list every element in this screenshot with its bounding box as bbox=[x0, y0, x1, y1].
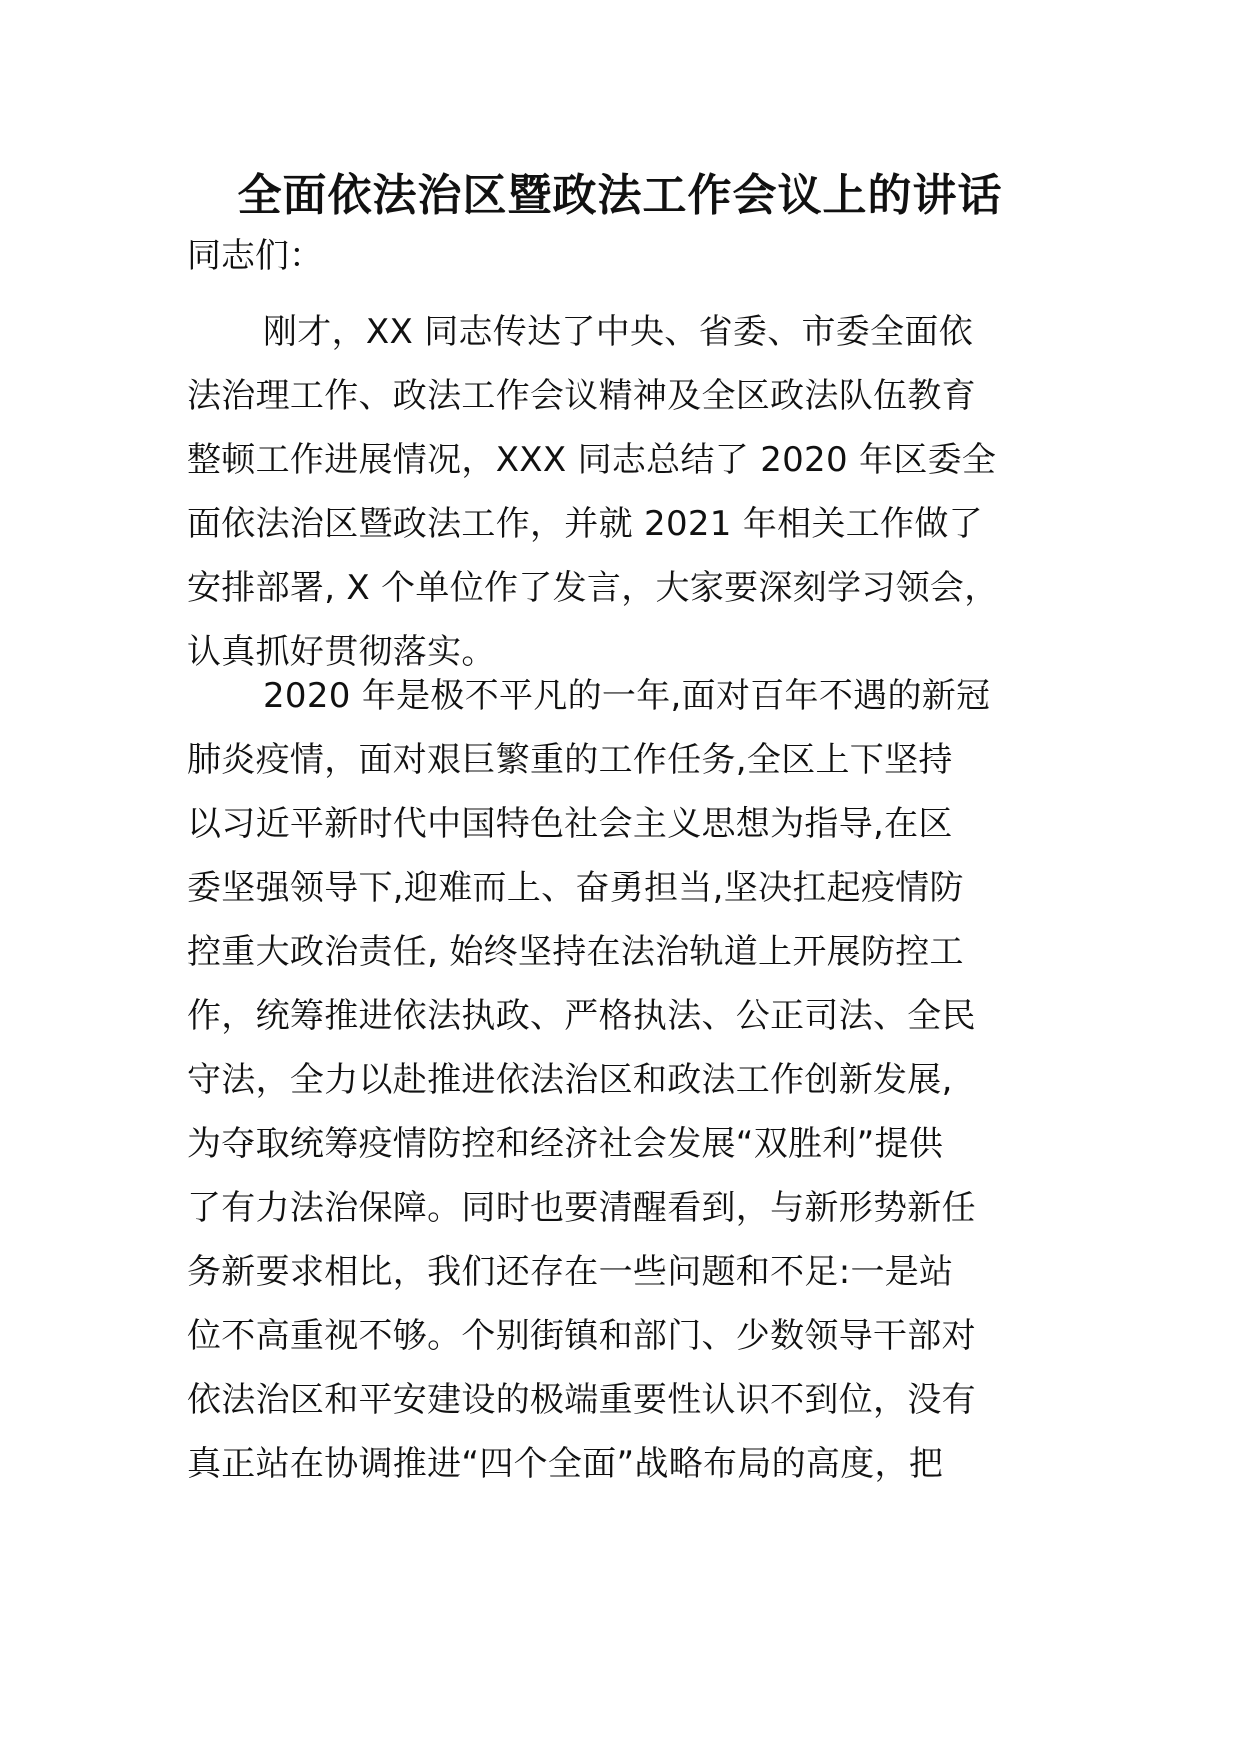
paragraph-line: 守法，全力以赴推进依法治区和政法工作创新发展, bbox=[187, 1060, 953, 1100]
paragraph-line: 刚才，XX 同志传达了中央、省委、市委全面依 bbox=[263, 312, 973, 352]
paragraph-line: 以习近平新时代中国特色社会主义思想为指导,在区 bbox=[187, 804, 953, 844]
paragraph-line: 2020 年是极不平凡的一年,面对百年不遇的新冠 bbox=[263, 676, 991, 716]
paragraph-line: 依法治区和平安建设的极端重要性认识不到位，没有 bbox=[187, 1380, 976, 1420]
paragraph-line: 为夺取统筹疫情防控和经济社会发展“双胜利”提供 bbox=[187, 1124, 944, 1164]
paragraph-line: 真正站在协调推进“四个全面”战略布局的高度，把 bbox=[187, 1444, 944, 1484]
greeting: 同志们： bbox=[187, 236, 323, 276]
paragraph-line: 面依法治区暨政法工作，并就 2021 年相关工作做了 bbox=[187, 504, 983, 544]
document-title: 全面依法治区暨政法工作会议上的讲话 bbox=[237, 170, 1003, 221]
paragraph-line: 法治理工作、政法工作会议精神及全区政法队伍教育 bbox=[187, 376, 976, 416]
paragraph-line: 了有力法治保障。同时也要清醒看到，与新形势新任 bbox=[187, 1188, 976, 1228]
paragraph-line: 位不高重视不够。个别街镇和部门、少数领导干部对 bbox=[187, 1316, 976, 1356]
paragraph-line: 作，统筹推进依法执政、严格执法、公正司法、全民 bbox=[187, 996, 976, 1036]
paragraph-1 bbox=[187, 300, 1087, 684]
paragraph-line: 整顿工作进展情况，XXX 同志总结了 2020 年区委全 bbox=[187, 440, 997, 480]
paragraph-line: 肺炎疫情，面对艰巨繁重的工作任务,全区上下坚持 bbox=[187, 740, 953, 780]
paragraph-line: 控重大政治责任, 始终坚持在法治轨道上开展防控工 bbox=[187, 932, 964, 972]
paragraph-line: 务新要求相比，我们还存在一些问题和不足:一是站 bbox=[187, 1252, 954, 1292]
paragraph-2 bbox=[187, 664, 1087, 1496]
paragraph-line: 安排部署, X 个单位作了发言，大家要深刻学习领会， bbox=[187, 568, 999, 608]
paragraph-line: 委坚强领导下,迎难而上、奋勇担当,坚决扛起疫情防 bbox=[187, 868, 964, 908]
paragraph-line: 认真抓好贯彻落实。 bbox=[187, 632, 496, 672]
